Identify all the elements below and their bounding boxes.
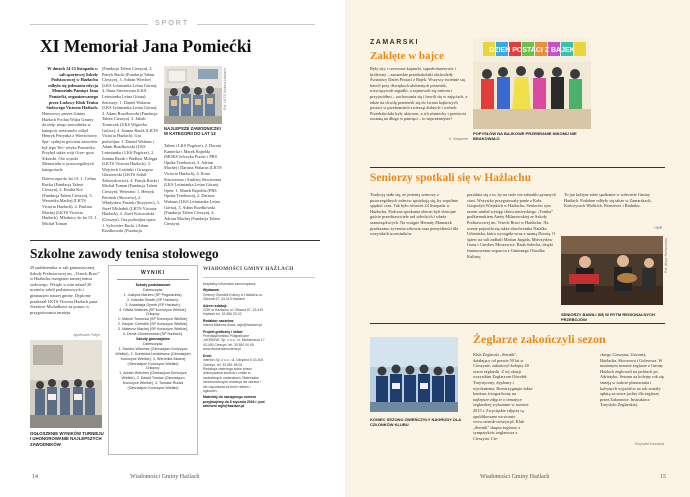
results-box: [108, 265, 198, 455]
tennis-text: 29 października w sali gimnastycznej Szkoły Podstawowej im. „Trzech Braci” w Hażlachu rozegrano turniej tenisa stołowego. Wzięło w nim udział 30 uczniów szkół podstawowych i gimnazjów naszej gminy. Dyplomy przekazał LKTS Victoria Hażlach pana Józefowi Michałkowi za pomoc w przygotowaniu turnieju.: [30, 265, 100, 315]
impressum-line: Redakcja zastrzega sobie prawo dokonywania skrótów i zmian w nadesłanych materiałach. Materiałów niezamówionych redakcja nie zwraca i nie odpowiada za treść reklam i ogłoszeń.: [203, 366, 261, 393]
seniors-text-col2: portalnia się z tu, by na stole nie zabrakło pysznych ciast. Wszystko przygotowały panie z Koła Gospodyń Wiejskich w Hażlachu. Seniorów tym razem umilał występ chóru seniorskiego „Tomka” podkierunkiem Anety Milanowskiej ze Szkoły Podstawowej im. Trzech Braci w Hażlachu. Na scenie pojawiła się także absolwentka Natalka Urbaniska, która wystąpiła wraz z mamą Dorotą. O śpiew na sali zadbali Marian Jurgała, Mieczysław Gona i Czesław Mrozewicz. Rada Sołecka, dzięki finansowemu wsparciu z Gminnego Ośrodka Kultury,: [467, 192, 556, 259]
results-title: WYNIKI: [140, 270, 166, 276]
impressum: [203, 282, 265, 457]
impressum-heading: Druk:: [203, 353, 212, 358]
right-page: [345, 0, 690, 497]
seniors-photo-credit: Fot. Alicja Sieńkowska: [664, 238, 668, 273]
section-label-sport: SPORT: [155, 20, 189, 27]
results-list: [109, 283, 197, 391]
impressum-heading: Wydawca:: [203, 288, 220, 293]
results-line: 3. Mateusz Machej (SP Kończyce Wielkie),: [117, 327, 189, 332]
photo-sailors-awards: [370, 337, 458, 412]
article-text-col1: Honorowy prezes Gminy Hażlach Pochat Wójta Gminy da radę- niego nawodnika w kategorii weteranów odbył Henryk Petrynka z Wierzchowy. Spe- cjalnym gościem zawodów był jego Teo- retyka Pomiećko. Przybył także wójt Grze- gorz Sikorski. Oto wyniki Memoriału w poszczególnych kategoriach:: [42, 111, 98, 172]
impressum-line: GOK w Hażlachu ul. Główna 57, 43-419 Hażlach tel. 33 856 93 02: [203, 308, 264, 317]
results-line: 4. Oliwia Walenta (SP Kończyce Wielkie).: [119, 307, 187, 312]
photo-young-players: [164, 66, 222, 124]
results-line: 2. Kacper Czendlik (SP Kończyce Wielkie),: [117, 322, 189, 327]
article-text-col2: (Fundacja Talent Cieszyn), 2. Patryk Rucki (Fundacja Talent Cieszyn), 3. Adrian Wiecheć (LKS Leśmianka Leśna Górna), 4. Ilona Sitwierzina (LKS Leśmianka Leśna Górna). Seniorzy: 1. Daniel Walarus (LKS Leśmianka Leśna Górna), 2. Adam Rozdkowski (Fundacja Talent Cieszyn), 3. Jakub Tomiczek (UKS Wigierka Golica), 4. Joanna Rzoik (LKTS Victoria Hażlach). Gra podwójna: 1. Daniel Walarus i Adam Rozdkowski (LKS Leśmianka i LKS Pogórze), 2. Joanna Rzoik i Wadlaw Mitręga (LKTS Victoria Hażlach), 3. Wojciech Lesiński i Grzegorz Gluszewski (LKTS Sokół Żebrzydowice), 4. Patryk Rucki i Michał Toman (Fundacja Talent Cieszyn). Weterani: 1. Henryk Petrinek (Skoczów), 2. Władysław Paszek (Strzyżów), 3. Józef Michałek (LKTS Victoria Hażlach), 4. Józef Kotowiński (Cieszyn). Gra podwójna open: 1. Sylwester Rucki i Adam Rozdkowski (Fundacja: [102, 66, 160, 234]
footer-title: Wiadomości Gminy Hażlach: [480, 474, 550, 480]
photo-credit: Fot. LKTS Victoria Hażlach: [223, 68, 227, 110]
impressum-line: Przedsiębiorstwo Poligraficzne „MODENA” Sp. z o.o., ul. Mickiewicza 17 43-400 Cieszyn, tel. 33 852 00 65 www.drukarniamodena.pl: [203, 334, 265, 352]
results-line: Chłopcy:: [145, 312, 161, 317]
impressum-line: bezpłatny informator samorządowy: [203, 282, 256, 286]
sailors-caption: KONIEC SEZONU ZWIEŃCZYŁY NAGRODY DLA CZŁONKÓW KLUBU: [370, 417, 462, 428]
results-heading: Szkoły gimnazjalne: [136, 336, 170, 341]
article-lede: W dniach 14-15 listopada w sali sportowej Szkoły Podstawowej w Hażlachu odbyła się jedenasta edycja Memoriału Pamięci Jana Pomiećki, organizowanego przez Ludowy Klub Tenisa Stołowego Victoria Hażlach.: [46, 66, 98, 111]
fairy-caption: POPYSŁÓW NA BAJKOWE PRZEBRANIE NIKOMU NIE BRAKOWAŁO: [473, 131, 577, 142]
photo-seniors-band: [561, 236, 663, 305]
results-line: 1. Adrian Wiecheć (Gimnazjum Kończyce Wielkie), 2. Dawid Tomica (Gimnazjum Kończyce Wielkie), 3. Tomasz Rucka (Gimnazjum Kończyce Wielkie): [119, 371, 187, 391]
divider: [370, 323, 665, 324]
tennis-title: Szkolne zawody tenisa stołowego: [30, 246, 219, 261]
footer-title: Wiadomości Gminy Hażlach: [130, 474, 200, 480]
section-label-zamarski: ZAMARSKI: [370, 39, 419, 46]
page-number: 15: [660, 474, 666, 480]
page-number: 14: [32, 474, 38, 480]
article-text-col1-results: Dziewczęta do lat 13: 1. Celina Rucka (Fundacja Talent Cieszyn), 2. Emilia Kot (Fundacja Talent Cieszyn), 3. Weronika Machej (LKTS Victoria Hażlach), 4. Paulina Machej (LKTS Victoria Hażlach). Młodzicy do lat 15: 1. Michał Toman: [42, 176, 98, 226]
seniors-caption: SENIORZY BAWILI SIĘ W RYTM REGIONALNYCH PRZEBOJÓW: [561, 312, 655, 323]
tennis-credit: Agnieszka Foltyn: [73, 333, 100, 337]
photo-fairy-tale-costumes: [473, 38, 591, 129]
sailors-text-col3: ckiego Cieszyna, Ustronia, Hażlacha, Skoczowa i Golesowa. W minionym sezonie żeglarze z Gminy Hażlach żeglowali na jachtach po Adriatyku. Sezonu za kolejny rok się śmieją w trakcie planowania i kolejnych wyjazdów za rok zostały opłatą za nowe jachty dla żeglarzy przez Zakonnice. Instruktora Turystyki Żeglarskiej.: [600, 352, 664, 408]
results-line: Dziewczęta:: [143, 341, 163, 346]
divider: [30, 24, 148, 25]
sailors-text-col1: Klub Żeglarski „Sternik”, działający od prawie 50 lat w Cieszynie, zakończył kolejny 40 sezon żeglarski. Z tej okazji wszystkim Żeglarzom Ośrodek Turystyczny, dyplomy i wyróżnienia. Rozstrzygnięto także konkurs fotograficzny na najlepsze zdjęcie o tematyce żeglarskiej wykonane w sezonie 2015 r. Zwycięskie zdjęcia są opublikowane na stronie www.sternik-cieszyn.pl. Klub „Sternik” skupia żeglarzy z sympatyków żeglarstwa z Cieszyna, Cie-: [473, 352, 533, 441]
divider: [117, 279, 189, 280]
divider: [197, 24, 315, 25]
photo-tennis-award: [30, 340, 102, 428]
seniors-credit: HMB: [654, 226, 662, 230]
masthead-logo: [203, 266, 315, 272]
article-text-col3: Talent i LKS Pogórze), 2. Dorota Kaniecka i Marek Rajtelda (MOKS Jelczyka Pszów i PRS Opoka Trzebnica), 3. Adrian Machej i Dariusz Walarus (LKTS Victoria Hażlach), 4. Ilona Sitwierzina i Andrzej Sitwierzina (LKS Leśmianka Leśna Górna). Open: 1. Marek Rajtelda (PRS Opoka Trzebnica), 2. Dariusz Walarus (LKS Leśmianka Leśna Górna), 3. Adam Rozdkowski (Fundacja Talent Cieszyn), 4. Adrian Machej (Fundacja Talent Cieszyn).: [164, 143, 222, 227]
results-line: Dziewczęta:: [143, 287, 163, 292]
impressum-heading: Materiały do następnego numeru przyjmujemy do 8 stycznia 2016 r. pod adresem wgh@hazlach.pl: [203, 395, 265, 409]
results-heading: Szkoły podstawowe: [135, 283, 171, 287]
impressum-heading: Adres redakcji:: [203, 303, 228, 308]
impressum-line: Gminny Ośrodek Kultury w Hażlachu ul. Główna 57, 43-419 Hażlach: [203, 292, 263, 302]
fairy-title: Zaklęte w bajce: [370, 50, 444, 62]
photo-caption: NAJLEPSZE ZAWODNICZKI W KATEGORII DO LAT 13: [164, 126, 221, 137]
impressum-heading: Redaktor naczelna:: [203, 318, 235, 323]
results-line: 2. Klaudia Słowik (SP Hażlach),: [127, 297, 179, 302]
results-line: 1. Sandra Wiecheć (Gimnazjum Kończyce Wielkie), 2. Dominika Lesikiewicz (Gimnazjum Kończyce Wielkie), 3. Weronika Machej (Gimnazjum Kończyce Wielkie): [115, 346, 191, 366]
publication-logo: WIADOMOŚCI GMINY HAŻLACH: [203, 266, 294, 272]
fairy-text: Były sity i czerwone kapturki, superbohaterowie i królewny – zamarskie przedszkolaki obchodziły Światowy Dzień Postaci z Bajek. Wszyscy świetnie się bawili przy dźwiękach ulubionych piosenek, rozwiązywali zagadki, a zajmowali się tańcem i przyjaciółmi – zachowania się i bawili się w zajęciach, a także na chwilę przeniesli się do świata bajkowych postaci w przebraniach zwierząt dobrych i wróżek. Przedszkolaki były aktywne, a ich uśmiechy i przeżycia zostaną na długo w pamięci – to najważniejsze!: [370, 66, 468, 122]
divider: [30, 240, 320, 241]
fairy-credit: K. Kasperek: [448, 137, 468, 141]
seniors-text-col1: Tradycją stało się, że jesienią seniorzy z poszczególnych sołectw spotykają się, by wspólnie spędzić czas. Tak było również 24 listopada w Hażlachu. Podczas spotkania obecni byli dostojne goście przedstawiciele rad sołeckich i władz samorządowych. Na wstępie Hernaty Mamarek przekazano życzenia zdrowia oraz pomyślności dla wszystkich uczestników.: [370, 192, 459, 237]
seniors-text-col3: To już kolejne takie spotkanie w sołectwie Gminy Hażlach. Podobne odbyły się także w Zamarskach, Kończycach Wielkich, Brzeziwie i Rudniku.: [564, 192, 652, 209]
divider: [370, 167, 665, 168]
results-line: 1. Marcin Tomecka (SP Kończyce Wielkie),: [117, 317, 189, 322]
results-line: 3. Anastazja Dymitr (SP Hażlach),: [125, 302, 181, 307]
sign-text: DZIEŃ POSTACI Z BAJEK: [489, 47, 575, 54]
results-line: Chłopcy:: [145, 366, 161, 371]
impressum-line: Hanna Młokosz-Boca, wgh@hazlach.pl: [203, 323, 263, 328]
sailors-credit: Krzysztof Kasztura: [634, 442, 664, 446]
tennis-caption: OGŁOSZENIE WYNIKÓW TURNIEJU I UHONOROWANIE NAJLEPSZYCH ZAWODNIKÓW: [30, 431, 104, 447]
sailors-title: Żeglarze zakończyli sezon: [473, 332, 606, 346]
divider: [203, 277, 315, 278]
results-line: 1. Justyna Marzec (SP Pogwizdów),: [123, 292, 183, 297]
impressum-line: Interfon Sp. z o.o., ul. Okrężna 5 43-400 Cieszyn, tel. 33 851 55 06: [203, 358, 264, 367]
results-line: 4. Denis Chodecowski (SP Hażlach).: [122, 332, 184, 337]
impressum-heading: Projekt graficzny i skład:: [203, 329, 243, 334]
seniors-title: Seniorzy spotkali się w Hażlachu: [370, 172, 532, 184]
article-title: XI Memoriał Jana Pomiećki: [40, 36, 252, 56]
